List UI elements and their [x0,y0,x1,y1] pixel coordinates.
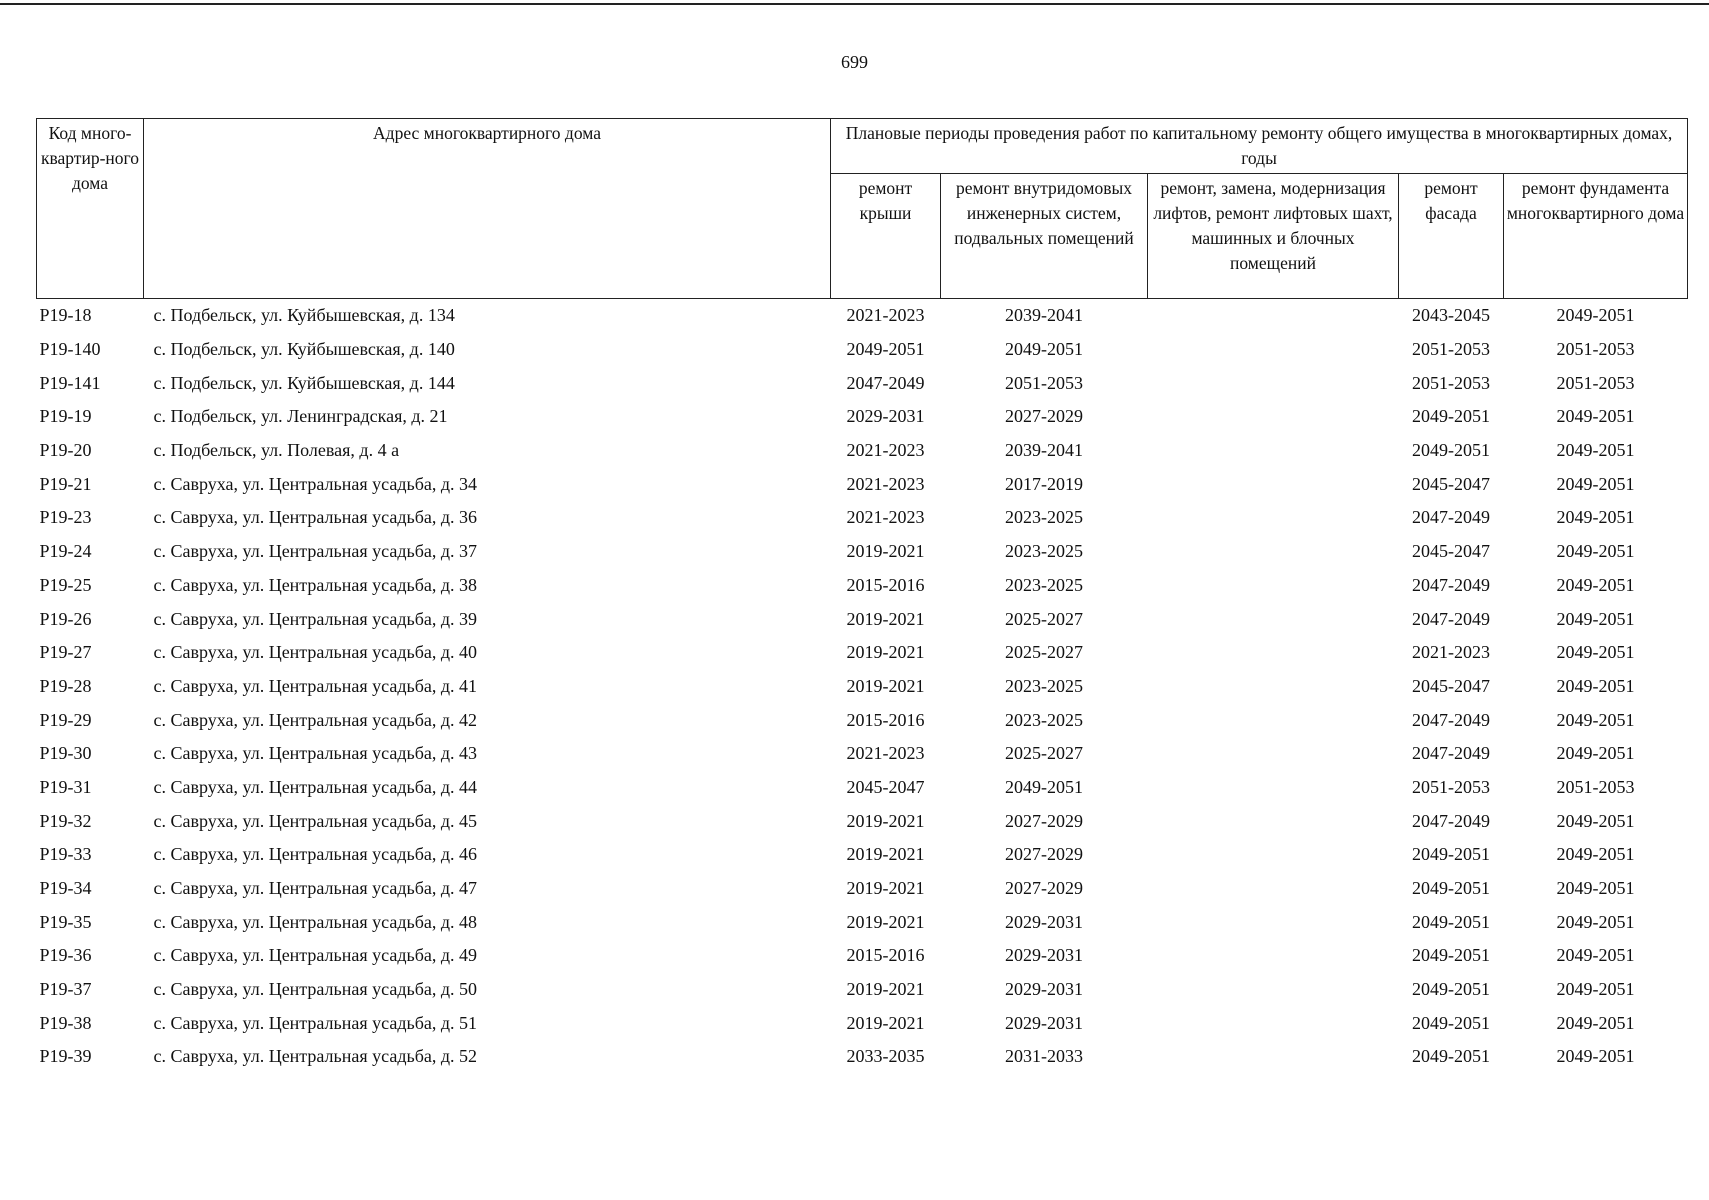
cell-address: с. Савруха, ул. Центральная усадьба, д. 46 [153,844,478,865]
cell-address: с. Савруха, ул. Центральная усадьба, д. 41 [153,675,478,696]
cell-roof: 2015-2016 [846,709,925,730]
cell-engineering: 2031-2033 [1005,1046,1083,1067]
capital-repair-table [36,118,1688,1074]
cell-engineering: 2027-2029 [1005,844,1083,865]
cell-foundation: 2051-2053 [1556,339,1635,360]
cell-lifts [1148,569,1399,603]
cell-code: P19-39 [39,1046,92,1067]
cell-address: с. Савруха, ул. Центральная усадьба, д. 43 [153,743,478,764]
cell-code: P19-25 [39,574,92,595]
cell-facade: 2051-2053 [1412,776,1490,797]
cell-lifts [1148,1040,1399,1074]
table-row [37,771,1688,805]
cell-code: P19-26 [39,608,92,629]
header-roof: ремонт крыши [831,174,941,299]
cell-lifts [1148,636,1399,670]
cell-facade: 2045-2047 [1412,473,1490,494]
cell-foundation: 2049-2051 [1556,1012,1635,1033]
cell-code: P19-19 [39,406,92,427]
table-row [37,973,1688,1007]
cell-foundation: 2049-2051 [1556,709,1635,730]
cell-lifts [1148,602,1399,636]
cell-foundation: 2049-2051 [1556,305,1635,326]
cell-foundation: 2049-2051 [1556,878,1635,899]
cell-engineering: 2029-2031 [1005,945,1083,966]
cell-engineering: 2029-2031 [1005,979,1083,1000]
cell-roof: 2019-2021 [846,979,925,1000]
cell-code: P19-20 [39,440,92,461]
cell-facade: 2047-2049 [1412,507,1490,528]
cell-lifts [1148,771,1399,805]
cell-roof: 2019-2021 [846,642,925,663]
header-foundation: ремонт фундамента многоквартирного дома [1504,174,1688,299]
cell-code: P19-23 [39,507,92,528]
table-header [37,119,1688,299]
cell-foundation: 2049-2051 [1556,642,1635,663]
cell-roof: 2019-2021 [846,541,925,562]
cell-address: с. Савруха, ул. Центральная усадьба, д. 50 [153,979,478,1000]
cell-lifts [1148,535,1399,569]
cell-lifts [1148,299,1399,333]
cell-engineering: 2023-2025 [1005,507,1083,528]
cell-lifts [1148,366,1399,400]
table-row [37,804,1688,838]
table-row [37,333,1688,367]
cell-address: с. Савруха, ул. Центральная усадьба, д. 40 [153,642,478,663]
cell-foundation: 2049-2051 [1556,541,1635,562]
cell-lifts [1148,905,1399,939]
cell-address: с. Савруха, ул. Центральная усадьба, д. 39 [153,608,478,629]
cell-roof: 2021-2023 [846,473,925,494]
cell-address: с. Савруха, ул. Центральная усадьба, д. 48 [153,911,478,932]
cell-code: P19-21 [39,473,92,494]
cell-foundation: 2049-2051 [1556,743,1635,764]
cell-engineering: 2039-2041 [1005,440,1083,461]
table-row [37,400,1688,434]
cell-lifts [1148,670,1399,704]
cell-foundation: 2049-2051 [1556,844,1635,865]
cell-facade: 2047-2049 [1412,743,1490,764]
cell-lifts [1148,434,1399,468]
table-row [37,636,1688,670]
cell-address: с. Савруха, ул. Центральная усадьба, д. 34 [153,473,478,494]
cell-foundation: 2049-2051 [1556,1046,1635,1067]
cell-roof: 2045-2047 [846,776,925,797]
cell-foundation: 2049-2051 [1556,608,1635,629]
table-row [37,434,1688,468]
cell-roof: 2021-2023 [846,743,925,764]
cell-foundation: 2049-2051 [1556,507,1635,528]
cell-address: с. Подбельск, ул. Куйбышевская, д. 140 [153,339,455,360]
cell-foundation: 2049-2051 [1556,440,1635,461]
cell-roof: 2021-2023 [846,507,925,528]
cell-engineering: 2023-2025 [1005,675,1083,696]
cell-engineering: 2049-2051 [1005,776,1083,797]
table-row [37,366,1688,400]
cell-code: P19-29 [39,709,92,730]
cell-roof: 2029-2031 [846,406,925,427]
cell-roof: 2019-2021 [846,911,925,932]
cell-code: P19-140 [39,339,101,360]
cell-roof: 2019-2021 [846,878,925,899]
cell-facade: 2049-2051 [1412,911,1490,932]
cell-roof: 2047-2049 [846,372,925,393]
cell-facade: 2051-2053 [1412,372,1490,393]
header-lifts: ремонт, замена, модернизация лифтов, ремонт лифтовых шахт, машинных и блочных помещений [1148,174,1399,299]
table-row [37,602,1688,636]
table-row [37,838,1688,872]
cell-roof: 2019-2021 [846,608,925,629]
cell-engineering: 2049-2051 [1005,339,1083,360]
table-row [37,872,1688,906]
cell-address: с. Подбельск, ул. Полевая, д. 4 а [153,440,400,461]
cell-facade: 2045-2047 [1412,675,1490,696]
cell-engineering: 2025-2027 [1005,743,1083,764]
cell-foundation: 2049-2051 [1556,406,1635,427]
cell-facade: 2049-2051 [1412,844,1490,865]
cell-engineering: 2027-2029 [1005,810,1083,831]
cell-code: P19-36 [39,945,92,966]
cell-address: с. Савруха, ул. Центральная усадьба, д. 44 [153,776,478,797]
cell-foundation: 2049-2051 [1556,810,1635,831]
cell-foundation: 2049-2051 [1556,574,1635,595]
cell-facade: 2021-2023 [1412,642,1490,663]
cell-roof: 2019-2021 [846,810,925,831]
header-code: Код много-квартир-ного дома [37,119,144,299]
cell-facade: 2047-2049 [1412,709,1490,730]
cell-address: с. Савруха, ул. Центральная усадьба, д. 36 [153,507,478,528]
cell-code: P19-37 [39,979,92,1000]
cell-engineering: 2027-2029 [1005,406,1083,427]
header-address: Адрес многоквартирного дома [144,119,831,299]
table-row [37,1006,1688,1040]
table-row [37,737,1688,771]
cell-address: с. Савруха, ул. Центральная усадьба, д. 42 [153,709,478,730]
cell-foundation: 2051-2053 [1556,776,1635,797]
cell-lifts [1148,838,1399,872]
cell-foundation: 2049-2051 [1556,675,1635,696]
cell-facade: 2051-2053 [1412,339,1490,360]
header-engineering: ремонт внутридомовых инженерных систем, подвальных помещений [941,174,1148,299]
cell-facade: 2049-2051 [1412,1046,1490,1067]
cell-foundation: 2049-2051 [1556,945,1635,966]
cell-foundation: 2049-2051 [1556,911,1635,932]
cell-roof: 2049-2051 [846,339,925,360]
cell-code: P19-27 [39,642,92,663]
cell-facade: 2043-2045 [1412,305,1490,326]
table-body [37,299,1688,1074]
cell-code: P19-33 [39,844,92,865]
page-number: 699 [841,52,868,72]
cell-address: с. Савруха, ул. Центральная усадьба, д. 52 [153,1046,478,1067]
cell-engineering: 2023-2025 [1005,574,1083,595]
cell-lifts [1148,804,1399,838]
cell-engineering: 2023-2025 [1005,541,1083,562]
table-row [37,299,1688,333]
cell-engineering: 2025-2027 [1005,608,1083,629]
cell-engineering: 2051-2053 [1005,372,1083,393]
cell-code: P19-30 [39,743,92,764]
table-row [37,939,1688,973]
cell-address: с. Савруха, ул. Центральная усадьба, д. 45 [153,810,478,831]
cell-roof: 2019-2021 [846,844,925,865]
cell-code: P19-34 [39,878,92,899]
table-row [37,467,1688,501]
cell-foundation: 2049-2051 [1556,473,1635,494]
cell-facade: 2047-2049 [1412,608,1490,629]
cell-facade: 2049-2051 [1412,878,1490,899]
table-row [37,1040,1688,1074]
cell-code: P19-28 [39,675,92,696]
cell-lifts [1148,973,1399,1007]
top-border-line [0,3,1709,5]
header-periods: Плановые периоды проведения работ по капитальному ремонту общего имущества в многоквартирных домах, годы [831,119,1688,174]
cell-foundation: 2049-2051 [1556,979,1635,1000]
cell-address: с. Подбельск, ул. Куйбышевская, д. 144 [153,372,455,393]
cell-lifts [1148,467,1399,501]
cell-lifts [1148,501,1399,535]
header-facade: ремонт фасада [1399,174,1504,299]
cell-address: с. Савруха, ул. Центральная усадьба, д. 38 [153,574,478,595]
cell-roof: 2019-2021 [846,1012,925,1033]
table-row [37,501,1688,535]
capital-repair-table-wrapper [36,118,1688,1074]
cell-code: P19-24 [39,541,92,562]
cell-code: P19-141 [39,372,101,393]
cell-facade: 2049-2051 [1412,406,1490,427]
cell-roof: 2015-2016 [846,945,925,966]
cell-lifts [1148,400,1399,434]
cell-code: P19-35 [39,911,92,932]
cell-engineering: 2025-2027 [1005,642,1083,663]
cell-engineering: 2017-2019 [1005,473,1083,494]
table-row [37,905,1688,939]
table-row [37,535,1688,569]
cell-lifts [1148,872,1399,906]
cell-engineering: 2039-2041 [1005,305,1083,326]
table-row [37,569,1688,603]
cell-facade: 2049-2051 [1412,440,1490,461]
cell-engineering: 2023-2025 [1005,709,1083,730]
cell-facade: 2049-2051 [1412,979,1490,1000]
cell-engineering: 2027-2029 [1005,878,1083,899]
cell-foundation: 2051-2053 [1556,372,1635,393]
cell-roof: 2015-2016 [846,574,925,595]
cell-lifts [1148,737,1399,771]
cell-facade: 2045-2047 [1412,541,1490,562]
cell-facade: 2047-2049 [1412,574,1490,595]
cell-roof: 2021-2023 [846,305,925,326]
cell-roof: 2019-2021 [846,675,925,696]
cell-lifts [1148,703,1399,737]
cell-code: P19-31 [39,776,92,797]
cell-code: P19-32 [39,810,92,831]
cell-facade: 2047-2049 [1412,810,1490,831]
cell-code: P19-18 [39,305,92,326]
cell-address: с. Савруха, ул. Центральная усадьба, д. 51 [153,1012,478,1033]
cell-engineering: 2029-2031 [1005,1012,1083,1033]
cell-engineering: 2029-2031 [1005,911,1083,932]
cell-address: с. Савруха, ул. Центральная усадьба, д. 49 [153,945,478,966]
cell-lifts [1148,333,1399,367]
cell-address: с. Подбельск, ул. Куйбышевская, д. 134 [153,305,455,326]
cell-address: с. Подбельск, ул. Ленинградская, д. 21 [153,406,448,427]
cell-facade: 2049-2051 [1412,1012,1490,1033]
table-row [37,670,1688,704]
cell-lifts [1148,1006,1399,1040]
cell-address: с. Савруха, ул. Центральная усадьба, д. 47 [153,878,478,899]
cell-roof: 2021-2023 [846,440,925,461]
cell-lifts [1148,939,1399,973]
cell-address: с. Савруха, ул. Центральная усадьба, д. 37 [153,541,478,562]
cell-facade: 2049-2051 [1412,945,1490,966]
cell-code: P19-38 [39,1012,92,1033]
cell-roof: 2033-2035 [846,1046,925,1067]
table-row [37,703,1688,737]
